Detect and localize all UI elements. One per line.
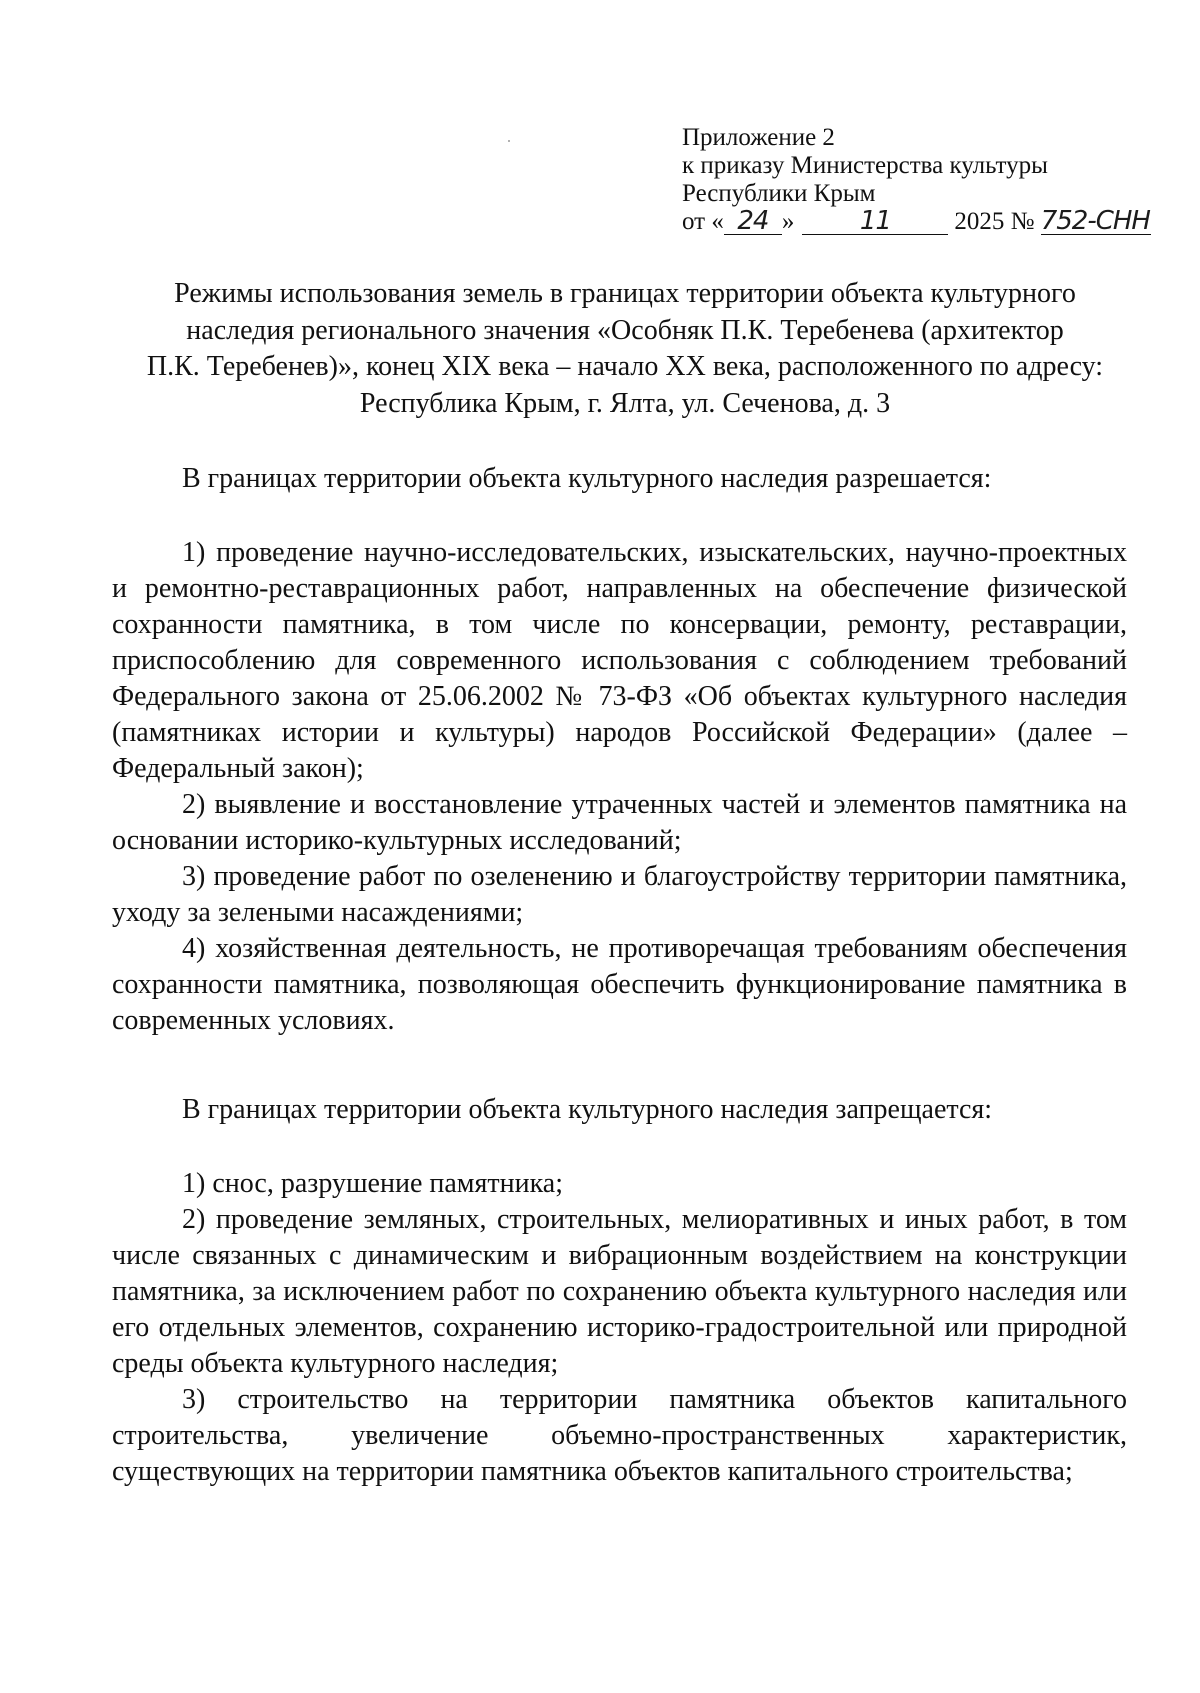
date-prefix: от « [682, 208, 724, 235]
date-day-handwritten: 24 [737, 206, 769, 236]
appendix-header [682, 124, 1152, 236]
date-mid: » [781, 208, 795, 235]
scan-speck [508, 140, 510, 142]
order-reference: к приказу Министерства культуры [682, 152, 1048, 179]
allowed-heading: В границах территории объекта культурного наследия разрешается: [182, 463, 992, 494]
prohibited-item: 3) строительство на территории памятника объектов капитального строительства, увеличение объемно-пространственных характеристик, существующих на территории памятника объектов капитального строительства; [112, 1384, 1127, 1487]
prohibited-heading: В границах территории объекта культурного наследия запрещается: [182, 1094, 993, 1125]
appendix-label: Приложение 2 [682, 124, 835, 151]
ministry-region: Республики Крым [682, 180, 876, 207]
allowed-item: 3) проведение работ по озеленению и благоустройству территории памятника, уходу за зелеными насаждениями; [112, 861, 1127, 928]
order-date-line [682, 208, 1152, 236]
allowed-item: 2) выявление и восстановление утраченных частей и элементов памятника на основании историко-культурных исследований; [112, 789, 1127, 856]
title-line: Республика Крым, г. Ялта, ул. Сеченова, д. 3 [359, 387, 891, 419]
title-line: П.К. Теребенев)», конец XIX века – начало XX века, расположенного по адресу: [146, 351, 1104, 382]
order-number-handwritten: 752-СНН [1040, 206, 1150, 236]
document-title [110, 276, 1140, 422]
date-month [802, 206, 948, 236]
date-year: 2025 № [954, 208, 1035, 235]
date-day [724, 206, 782, 236]
prohibited-list [112, 1166, 1127, 1490]
date-month-handwritten: 11 [859, 206, 891, 236]
allowed-item: 1) проведение научно-исследовательских, изыскательских, научно-проектных и ремонтно-реставрационных работ, направленных на обеспечение физической сохранности памятника, в том числе по консервации, ремонту, реставрации, приспособлению для современного использования с соблюдением требований Федерального закона от 25.06.2002 № 73-ФЗ «Об объектах культурного наследия (памятниках истории и культуры) народов Российской Федерации» (далее – Федеральный закон); [112, 537, 1127, 784]
order-number [1040, 206, 1151, 236]
allowed-item: 4) хозяйственная деятельность, не противоречащая требованиям обеспечения сохранности памятника, позволяющая обеспечить функционирование памятника в современных условиях. [112, 933, 1127, 1036]
prohibited-item: 2) проведение земляных, строительных, мелиоративных и иных работ, в том числе связанных с динамическим и вибрационным воздействием на конструкции памятника, за исключением работ по сохранению объекта культурного наследия или его отдельных элементов, сохранению историко-градостроительной или природной среды объекта культурного наследия; [112, 1204, 1127, 1379]
title-line: Режимы использования земель в границах территории объекта культурного [174, 278, 1076, 309]
prohibited-item: 1) снос, разрушение памятника; [182, 1168, 563, 1199]
allowed-list [112, 535, 1127, 1039]
title-line: наследия регионального значения «Особняк П.К. Теребенева (архитектор [186, 314, 1064, 346]
